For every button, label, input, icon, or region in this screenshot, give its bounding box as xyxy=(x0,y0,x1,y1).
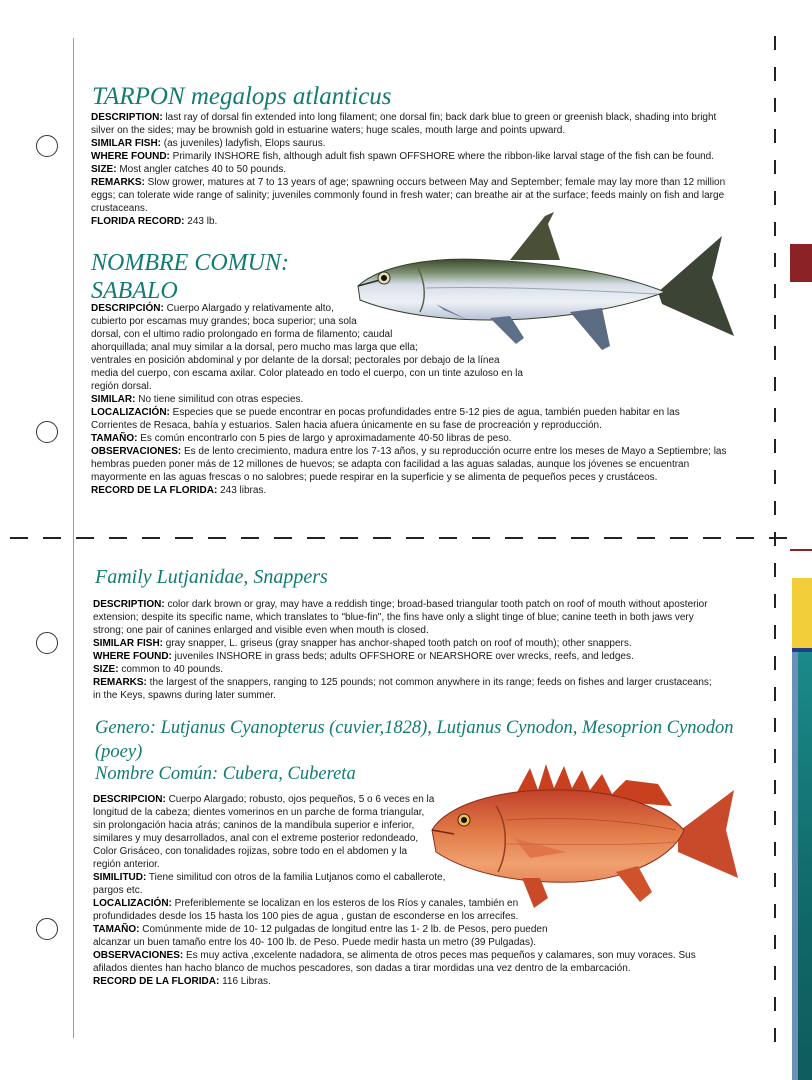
maroon-tab xyxy=(790,244,812,282)
sabalo-desc-line: ahorquillada; anal muy similar a la dorsal, pero mucho mas larga que ella; xyxy=(91,342,418,353)
cubera-desc-line: región anterior. xyxy=(93,859,160,870)
cut-dash xyxy=(769,537,787,539)
tarpon-description: DESCRIPTION: last ray of dorsal fin extended into long filament; one dorsal fin; back dark blue to green or greenish black, shading into bright silver on the sides; may be brownish gold in estuarine waters; huge scales, mouth large and points upward. xyxy=(91,112,717,136)
tarpon-where: WHERE FOUND: Primarily INSHORE fish, although adult fish spawn OFFSHORE where the ribbon-like larval stage of the fish can be found. xyxy=(91,151,715,162)
cubera-localizacion-cont: profundidades desde los 15 hasta los 100 pies de agua , gustan de esconderse en los arrecifes. xyxy=(93,911,519,922)
cut-dash xyxy=(736,537,754,539)
binder-hole-4 xyxy=(36,918,58,940)
perforation-dash xyxy=(774,501,776,515)
cut-dash xyxy=(43,537,61,539)
perforation-dash xyxy=(774,98,776,112)
perforation-dash xyxy=(774,594,776,608)
perforation-dash xyxy=(774,377,776,391)
snappers-text xyxy=(93,598,717,702)
perforation-dash xyxy=(774,253,776,267)
cubera-record: RECORD DE LA FLORIDA: 116 Libras. xyxy=(93,976,271,987)
perforation-dash xyxy=(774,160,776,174)
perforation-dash xyxy=(774,284,776,298)
margin-rule xyxy=(73,38,74,1038)
sabalo-text xyxy=(91,302,727,497)
sabalo-desc-line: DESCRIPCIÓN: Cuerpo Alargado y relativamente alto, xyxy=(91,303,334,314)
perforation-dash xyxy=(774,1028,776,1042)
cut-dash xyxy=(241,537,259,539)
perforation-dash xyxy=(774,129,776,143)
sabalo-similar: SIMILAR: No tiene similitud con otras especies. xyxy=(91,394,304,405)
binder-hole-2 xyxy=(36,421,58,443)
perforation-dash xyxy=(774,625,776,639)
cubera-nombre: Nombre Común: Cubera, Cubereta xyxy=(95,764,356,784)
cubera-localizacion: LOCALIZACIÓN: Preferiblemente se localizan en los esteros de los Ríos y canales, también en xyxy=(93,898,519,909)
sabalo-desc-line: cubierto por escamas muy grandes; boca superior; una sola xyxy=(91,316,357,327)
tarpon-record: FLORIDA RECORD: 243 lb. xyxy=(91,216,218,227)
cubera-desc-line: similares y muy desarrollados, anal con el extreme posterior redondeado, xyxy=(93,833,419,844)
sabalo-localizacion: LOCALIZACIÓN: Especies que se puede encontrar en pocas profundidades entre 5-12 pies de agua, también pueden habitar en las Corrientes de Resaca, bahía y estuarios. Salen hacia afuera únicamente en su fase de procreación y reproducción. xyxy=(91,407,680,431)
cubera-similitud: SIMILITUD: Tiene similitud con otros de la familia Lutjanos como el caballerote, xyxy=(93,872,446,883)
cut-dash xyxy=(637,537,655,539)
cut-dash xyxy=(505,537,523,539)
tarpon-title: TARPON megalops atlanticus xyxy=(92,83,392,110)
perforation-dash xyxy=(774,67,776,81)
cubera-desc-line: Color Grisáceo, con tonalidades rojizas, sobre todo en el abdomen y la xyxy=(93,846,408,857)
perforation-dash xyxy=(774,904,776,918)
perforation-dash xyxy=(774,811,776,825)
binder-hole-1 xyxy=(36,135,58,157)
sabalo-title-line1: NOMBRE COMUN: xyxy=(91,250,289,276)
tarpon-size: SIZE: Most angler catches 40 to 50 pounds. xyxy=(91,164,287,175)
perforation-dash xyxy=(774,966,776,980)
cubera-desc-line: sin prolongación hacia atrás; caninos de la mandíbula superior e inferior, xyxy=(93,820,415,831)
cut-dash xyxy=(604,537,622,539)
sabalo-desc-line: ventrales en posición abdominal y por delante de la dorsal; pectorales por debajo de la línea xyxy=(91,355,500,366)
sabalo-desc-line: región dorsal. xyxy=(91,381,152,392)
cut-dash xyxy=(10,537,28,539)
sabalo-title-line2: SABALO xyxy=(91,278,178,304)
binder-hole-3 xyxy=(36,632,58,654)
cut-dash xyxy=(340,537,358,539)
perforation-dash xyxy=(774,191,776,205)
cubera-genero: Genero: Lutjanus Cyanopterus (cuvier,1828), Lutjanus Cynodon, Mesoprion Cynodon (poey) xyxy=(95,718,734,762)
perforation-dash xyxy=(774,222,776,236)
cut-dash xyxy=(274,537,292,539)
sabalo-desc-line: media del cuerpo, con escama axilar. Color plateado en todo el cuerpo, con un tinte azuloso en la xyxy=(91,368,523,379)
tarpon-remarks: REMARKS: Slow grower, matures at 7 to 13 years of age; spawning occurs between May and September; female may lay more than 12 million eggs; can tolerate wide range of salinity; juveniles commonly found in fresh water; can breathe air at the surface; feeds mainly on fish and large crustaceans. xyxy=(91,177,726,214)
snappers-description: DESCRIPTION: color dark brown or gray, may have a reddish tinge; broad-based triangular tooth patch on roof of mouth without aposterior extension; despite its specific name, which translates to "blue-fin", the fins have only a slight tinge of blue; canine teeth in both jaws very strong; one pair of canines enlarged and visible even when mouth is closed. xyxy=(93,599,708,636)
yellow-tab xyxy=(792,578,812,648)
perforation-dash xyxy=(774,935,776,949)
perforation-dash xyxy=(774,718,776,732)
cubera-tamano: TAMAÑO: Comúnmente mide de 10- 12 pulgadas de longitud entre las 1- 2 lb. de Pesos, pero pueden xyxy=(93,924,548,935)
snappers-title: Family Lutjanidae, Snappers xyxy=(95,566,328,588)
cubera-similitud-cont: pargos etc. xyxy=(93,885,143,896)
snappers-similar: SIMILAR FISH: gray snapper, L. griseus (gray snapper has anchor-shaped tooth patch on roof of mouth); other snappers. xyxy=(93,638,632,649)
perforation-dash xyxy=(774,470,776,484)
perforation-dash xyxy=(774,563,776,577)
perforation-dash xyxy=(774,36,776,50)
cut-dash xyxy=(142,537,160,539)
cut-dash xyxy=(439,537,457,539)
tarpon-similar: SIMILAR FISH: (as juveniles) ladyfish, Elops saurus. xyxy=(91,138,326,149)
snappers-remarks: REMARKS: the largest of the snappers, ranging to 125 pounds; not common anywhere in its range; feeds on fishes and larger crustaceans; in the Keys, spawns during later summer. xyxy=(93,677,712,701)
cut-dash xyxy=(109,537,127,539)
sabalo-desc-line: dorsal, con el ultimo radio prolongado en forma de filamento; caudal xyxy=(91,329,393,340)
perforation-dash xyxy=(774,656,776,670)
cut-dash xyxy=(208,537,226,539)
perforation-dash xyxy=(774,749,776,763)
perforation-dash xyxy=(774,873,776,887)
perforation-dash xyxy=(774,439,776,453)
perforation-dash xyxy=(774,780,776,794)
maroon-rule xyxy=(790,549,812,551)
cut-dash xyxy=(472,537,490,539)
cubera-desc-line: DESCRIPCION: Cuerpo Alargado; robusto, ojos pequeños, 5 o 6 veces en la xyxy=(93,794,435,805)
cut-dash xyxy=(406,537,424,539)
perforation-dash xyxy=(774,997,776,1011)
perforation-dash xyxy=(774,346,776,360)
sabalo-record: RECORD DE LA FLORIDA: 243 libras. xyxy=(91,485,267,496)
perforation-dash xyxy=(774,315,776,329)
snappers-where: WHERE FOUND: juveniles INSHORE in grass beds; adults OFFSHORE or NEARSHORE over wrecks, reefs, and ledges. xyxy=(93,651,634,662)
cubera-text xyxy=(93,793,729,988)
cubera-observaciones: OBSERVACIONES: Es muy activa ,excelente nadadora, se alimenta de otros peces mas pequeños y calamares, son muy voraces. Sus afilados dientes han hacho blanco de muchos pescadores, son dadas a tirar mordidas una vez dentro de la embarcación. xyxy=(93,950,696,974)
teal-tab xyxy=(798,652,812,1080)
perforation-dash xyxy=(774,842,776,856)
cut-dash xyxy=(670,537,688,539)
cubera-desc-line: longitud de la cabeza; dientes vomerinos en un parche de forma triangular, xyxy=(93,807,425,818)
perforation-dash xyxy=(774,532,776,546)
perforation-dash xyxy=(774,408,776,422)
sabalo-observaciones: OBSERVACIONES: Es de lento crecimiento, madura entre los 7-13 años, y su reproducción ocurre entre los meses de Mayo a Septiembre; las hembras pueden poner más de 12 millones de huevos; se adapta con facilidad a las aguas saladas, aunque los jóvenes se encuentran mayormente en las aguas frescas o no salobres; puede respirar en la superficie y se alimenta de pequeños peces y crustáceos. xyxy=(91,446,727,483)
cut-dash xyxy=(175,537,193,539)
sabalo-tamano: TAMAÑO: Es común encontrarlo con 5 pies de largo y aproximadamente 40-50 libras de peso. xyxy=(91,433,512,444)
cut-dash xyxy=(76,537,94,539)
cut-dash xyxy=(373,537,391,539)
cut-dash xyxy=(703,537,721,539)
cut-dash xyxy=(538,537,556,539)
snappers-size: SIZE: common to 40 pounds. xyxy=(93,664,224,675)
perforation-dash xyxy=(774,687,776,701)
cubera-tamano-cont: alcanzar un buen tamaño entre los 40- 100 lb. de Peso. Puede medir hasta un metro (39 Pulgadas). xyxy=(93,937,537,948)
cut-dash xyxy=(307,537,325,539)
cut-dash xyxy=(571,537,589,539)
